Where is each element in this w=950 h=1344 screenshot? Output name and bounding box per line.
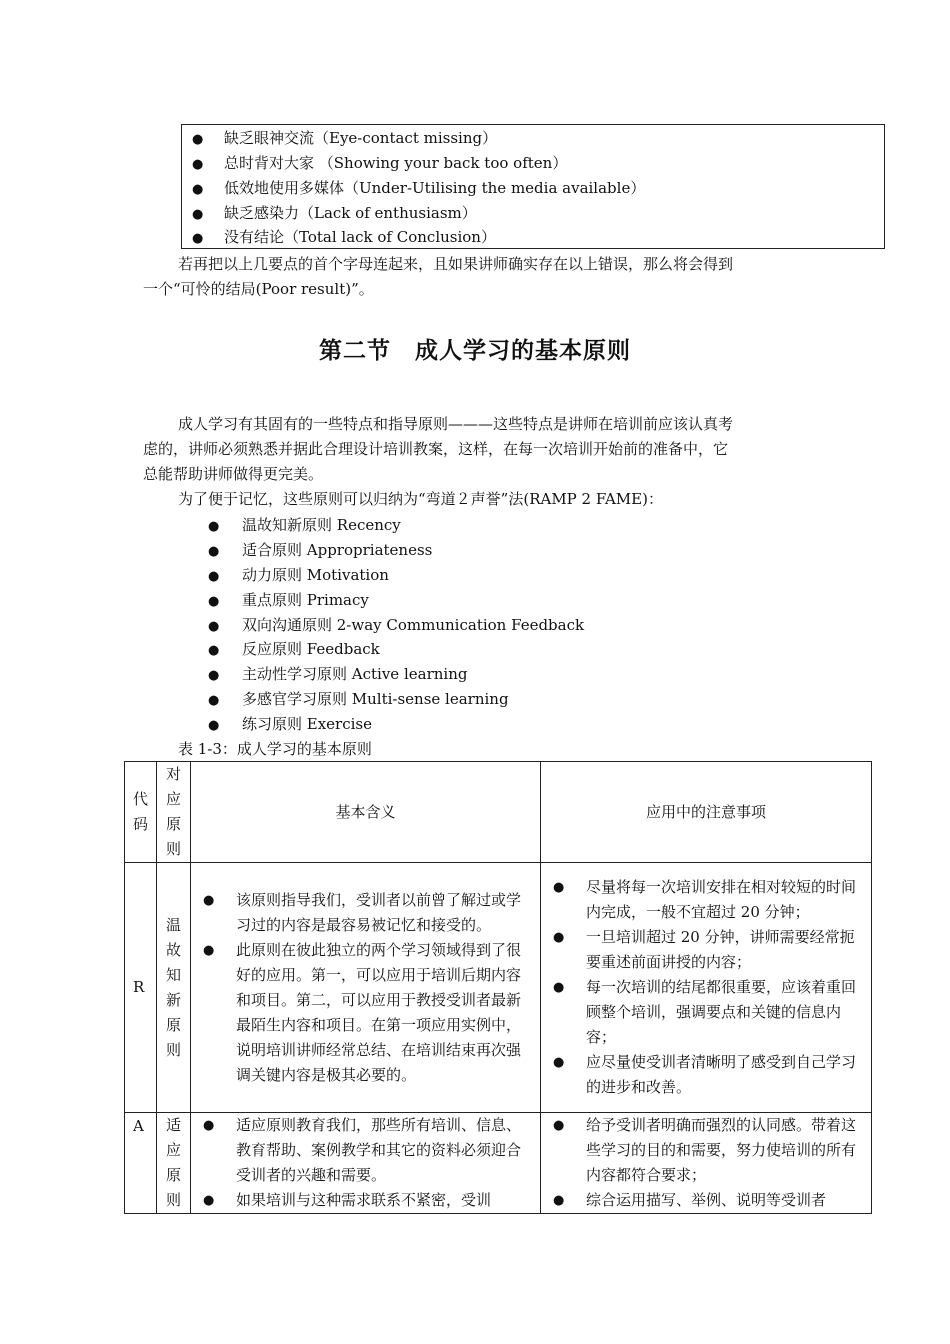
intro-line-3: 总能帮助讲师做得更完美。 [143,465,324,483]
mistake-item: ● 缺乏眼神交流（Eye-contact missing） [192,126,497,150]
table-row [125,1113,872,1214]
table-header-row [125,762,872,863]
poor-result-line-1: 若再把以上几要点的首个字母连起来，且如果讲师确实存在以上错误，那么将会得到 [178,255,734,273]
meaning-item: ● 该原则指导我们，受训者以前曾了解过或学习过的内容是最容易被记忆和接受的。 [191,888,534,938]
row-meaning [191,1113,541,1214]
intro-line-4: 为了便于记忆，这些原则可以归纳为“弯道２声誉”法(RAMP 2 FAME)： [178,490,663,508]
bullet-icon: ● [192,207,204,222]
bullet-icon: ● [192,157,204,172]
row-notes [541,1113,872,1214]
bullet-icon: ● [208,568,220,584]
notes-item: ● 应尽量使受训者清晰明了感受到自己学习的进步和改善。 [541,1050,865,1100]
intro-line-2: 虑的，讲师必须熟悉并据此合理设计培训教案，这样，在每一次培训开始前的准备中，它 [143,440,729,458]
section-title: 第二节 成人学习的基本原则 [319,338,631,364]
table-row [125,863,872,1113]
mistake-item: ● 总时背对大家 （Showing your back too often） [192,151,567,175]
principle-item: ● 温故知新原则 Recency [208,513,584,538]
row-code: A [125,1113,157,1214]
row-meaning [191,863,541,1113]
row-principle: 适 应 原 则 [157,1113,191,1214]
meaning-item: ● 适应原则教育我们，那些所有培训、信息、教育帮助、案例教学和其它的资料必须迎合受训者的兴趣和需要。 [191,1113,534,1188]
meaning-item: ● 如果培训与这种需求联系不紧密，受训 [191,1188,534,1213]
bullet-icon: ● [208,593,220,609]
header-notes: 应用中的注意事项 [541,762,872,863]
table-caption: 表 1-3：成人学习的基本原则 [178,740,372,758]
notes-item: ● 综合运用描写、举例、说明等受训者 [541,1188,865,1213]
principle-item: ● 动力原则 Motivation [208,563,584,588]
principle-item: ● 反应原则 Feedback [208,637,584,662]
principle-item: ● 重点原则 Primacy [208,588,584,613]
bullet-icon: ● [192,132,204,147]
mistake-item: ● 没有结论（Total lack of Conclusion） [192,225,496,249]
header-meaning: 基本含义 [191,762,541,863]
principle-item: ● 双向沟通原则 2-way Communication Feedback [208,613,584,638]
bullet-icon: ● [192,182,204,197]
bullet-icon: ● [208,668,220,684]
principle-item: ● 适合原则 Appropriateness [208,538,584,563]
notes-item: ● 每一次培训的结尾都很重要，应该着重回顾整个培训，强调要点和关键的信息内容； [541,975,865,1050]
principle-item: ● 多感官学习原则 Multi-sense learning [208,687,584,712]
row-principle: 温 故 知 新 原 则 [157,863,191,1113]
principle-item: ● 练习原则 Exercise [208,712,584,737]
meaning-item: ● 此原则在彼此独立的两个学习领域得到了很好的应用。第一，可以应用于培训后期内容和项目。第二，可以应用于教授受训者最新最陌生内容和项目。在第一项应用实例中，说明培训讲师经常总结、在培训结束再次强调关键内容是极其必要的。 [191,938,534,1088]
row-notes [541,863,872,1113]
poor-result-line-2: 一个“可怜的结局(Poor result)”。 [143,280,374,298]
bullet-icon: ● [208,718,220,734]
mistake-item: ● 缺乏感染力（Lack of enthusiasm） [192,201,477,225]
notes-item: ● 尽量将每一次培训安排在相对较短的时间内完成，一般不宜超过 20 分钟； [541,875,865,925]
bullet-icon: ● [208,643,220,659]
mistake-item: ● 低效地使用多媒体（Under-Utilising the media available） [192,176,645,200]
principle-item: ● 主动性学习原则 Active learning [208,662,584,687]
intro-line-1: 成人学习有其固有的一些特点和指导原则———这些特点是讲师在培训前应该认真考 [178,415,734,433]
principles-list [208,513,584,737]
bullet-icon: ● [208,618,220,634]
row-code: R [125,863,157,1113]
principles-table [124,761,872,1214]
bullet-icon: ● [192,231,204,246]
mistakes-box [181,124,885,249]
notes-item: ● 给予受训者明确而强烈的认同感。带着这些学习的目的和需要，努力使培训的所有内容都符合要求； [541,1113,865,1188]
bullet-icon: ● [208,693,220,709]
header-code: 代 码 [125,762,157,863]
header-principle: 对 应 原 则 [157,762,191,863]
bullet-icon: ● [208,543,220,559]
bullet-icon: ● [208,519,220,534]
notes-item: ● 一旦培训超过 20 分钟，讲师需要经常扼要重述前面讲授的内容； [541,925,865,975]
